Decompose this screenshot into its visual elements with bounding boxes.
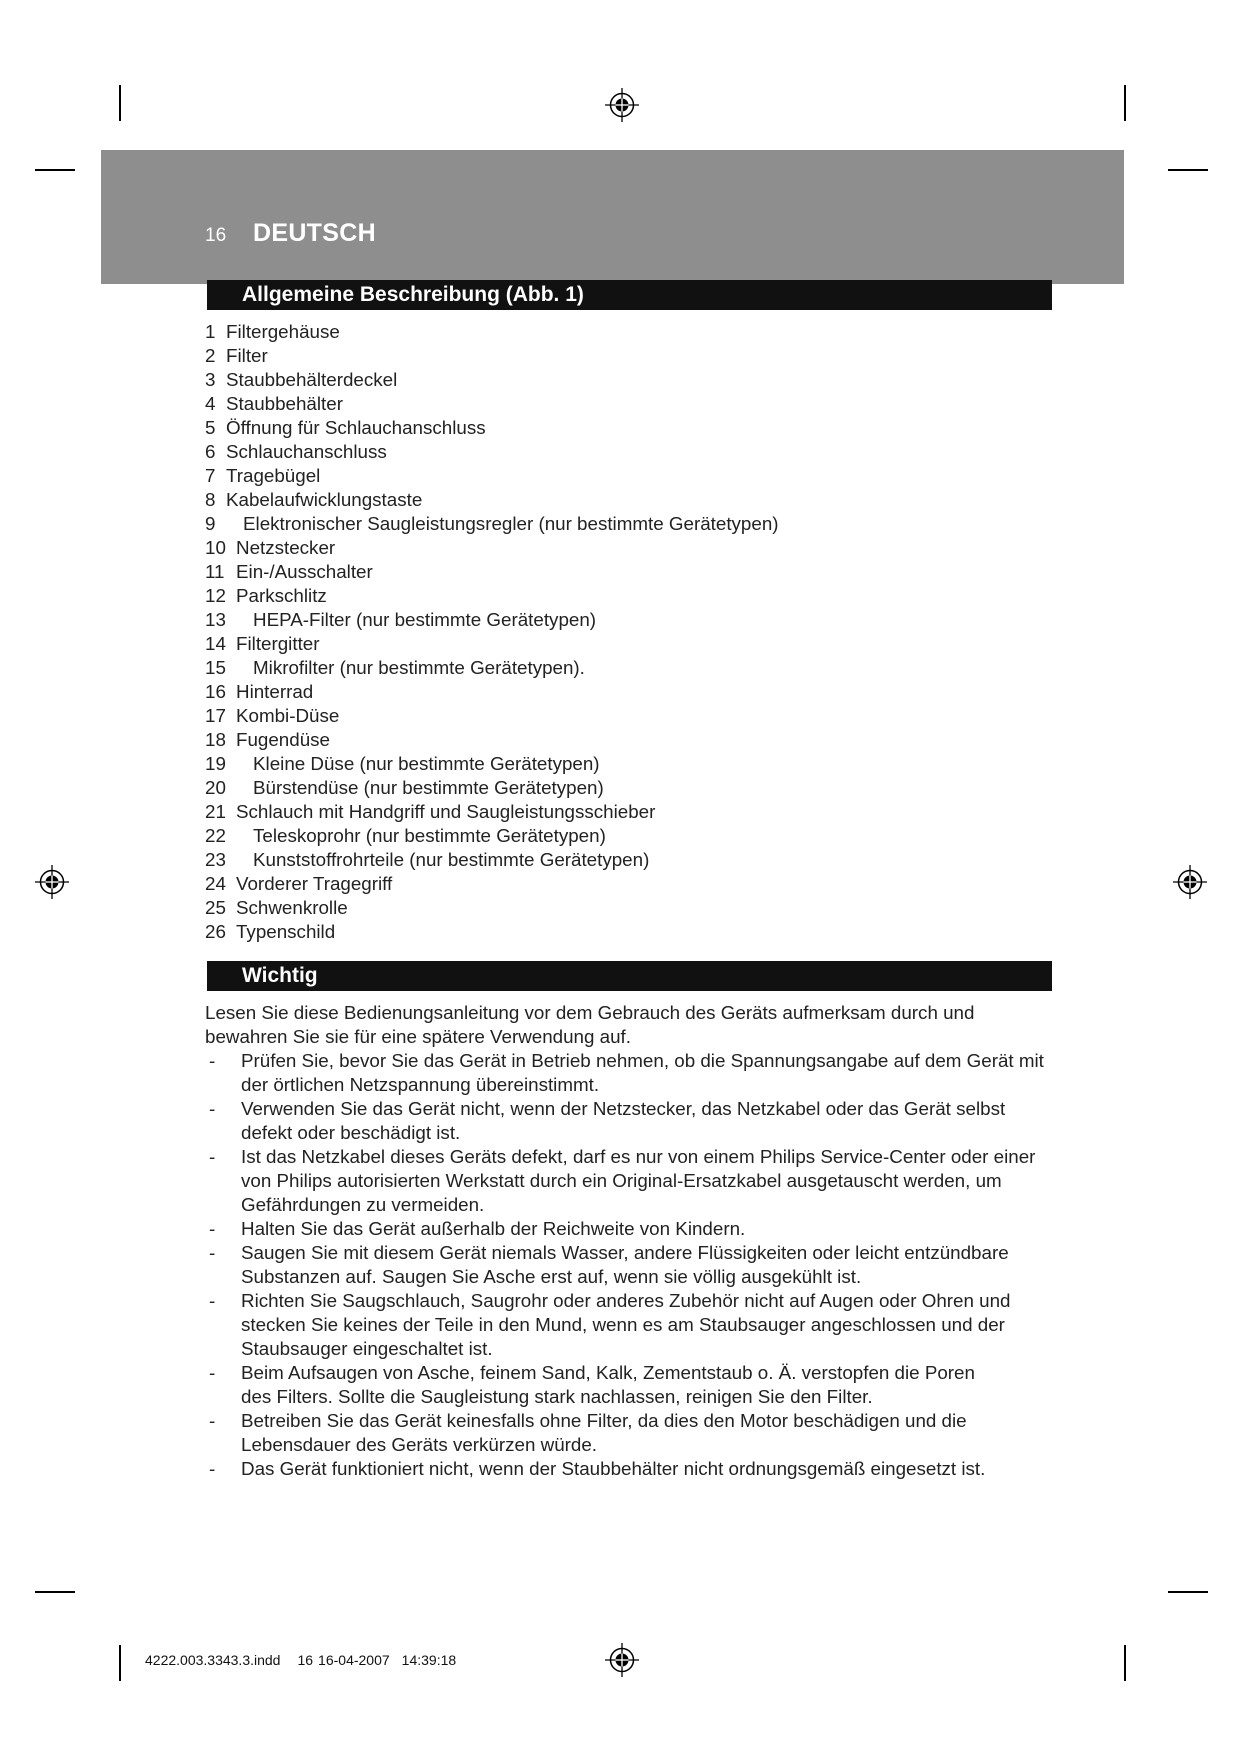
parts-list-item <box>205 560 1052 584</box>
bullet-item <box>205 1217 1052 1241</box>
part-number: 5 <box>205 417 216 438</box>
bullet-line: Ist das Netzkabel dieses Geräts defekt, darf es nur von einem Philips Service-Center oder einer <box>241 1146 1036 1167</box>
bullet-text <box>241 1217 1052 1241</box>
bullet-item <box>205 1457 1052 1481</box>
part-number: 15 <box>205 657 226 678</box>
part-name: Kleine Düse (nur bestimmte Gerätetypen) <box>253 753 600 774</box>
part-name: Vorderer Tragegriff <box>236 873 393 894</box>
bullet-dash: - <box>209 1146 216 1167</box>
bullet-dash: - <box>209 1290 216 1311</box>
parts-list-item <box>205 848 1052 872</box>
part-name: Parkschlitz <box>236 585 327 606</box>
safety-bullet-list <box>205 1049 1052 1481</box>
parts-list-item <box>205 752 1052 776</box>
bullet-dash: - <box>209 1410 216 1431</box>
bullet-text <box>241 1241 1052 1289</box>
parts-list-item <box>205 872 1052 896</box>
part-name: Tragebügel <box>226 465 321 486</box>
bullet-item <box>205 1289 1052 1361</box>
part-number: 7 <box>205 465 216 486</box>
part-number: 18 <box>205 729 226 750</box>
part-name: Hinterrad <box>236 681 314 702</box>
parts-list-item <box>205 320 1052 344</box>
part-name: Typenschild <box>236 921 336 942</box>
bullet-dash: - <box>209 1242 216 1263</box>
part-number: 8 <box>205 489 216 510</box>
part-name: Schlauch mit Handgriff und Saugleistungsschieber <box>236 801 656 822</box>
crop-mark-bottom-right <box>1124 1645 1126 1681</box>
slug-page-number: 16 <box>297 1652 314 1668</box>
bullet-line: des Filters. Sollte die Saugleistung stark nachlassen, reinigen Sie den Filter. <box>241 1386 873 1407</box>
part-number: 10 <box>205 537 226 558</box>
parts-list-item <box>205 704 1052 728</box>
language-title: DEUTSCH <box>253 219 376 247</box>
bullet-text <box>241 1457 1052 1481</box>
slug-date: 16-04-2007 <box>318 1652 390 1668</box>
registration-mark-icon <box>605 88 639 122</box>
part-name: Staubbehälterdeckel <box>226 369 398 390</box>
bullet-line: defekt oder beschädigt ist. <box>241 1122 461 1143</box>
part-name: Schwenkrolle <box>236 897 348 918</box>
parts-list-item <box>205 896 1052 920</box>
part-number: 22 <box>205 825 226 846</box>
part-name: Mikrofilter (nur bestimmte Gerätetypen). <box>253 657 585 678</box>
part-number: 20 <box>205 777 226 798</box>
part-name: Staubbehälter <box>226 393 343 414</box>
crop-mark-left-upper <box>35 169 75 171</box>
parts-list-item <box>205 344 1052 368</box>
part-name: Filtergehäuse <box>226 321 340 342</box>
bullet-dash: - <box>209 1098 216 1119</box>
registration-mark-icon <box>605 1643 639 1677</box>
part-number: 9 <box>205 513 216 534</box>
page-header <box>205 220 376 249</box>
bullet-line: stecken Sie keines der Teile in den Mund, wenn es am Staubsauger angeschlossen und der <box>241 1314 1005 1335</box>
header-band <box>101 150 1124 284</box>
section-heading-important <box>207 961 1052 991</box>
bullet-line: Lebensdauer des Geräts verkürzen würde. <box>241 1434 598 1455</box>
part-number: 25 <box>205 897 226 918</box>
bullet-line: Staubsauger eingeschaltet ist. <box>241 1338 493 1359</box>
important-body <box>205 1001 1052 1481</box>
bullet-line: der örtlichen Netzspannung übereinstimmt. <box>241 1074 600 1095</box>
part-name: Schlauchanschluss <box>226 441 387 462</box>
crop-mark-top-right <box>1124 85 1126 121</box>
bullet-item <box>205 1145 1052 1217</box>
parts-list-item <box>205 440 1052 464</box>
part-number: 26 <box>205 921 226 942</box>
part-number: 12 <box>205 585 226 606</box>
bullet-item <box>205 1361 1052 1409</box>
bullet-item <box>205 1409 1052 1457</box>
bullet-line: Das Gerät funktioniert nicht, wenn der Staubbehälter nicht ordnungsgemäß eingesetzt ist. <box>241 1458 986 1479</box>
parts-list-item <box>205 632 1052 656</box>
bullet-line: Verwenden Sie das Gerät nicht, wenn der Netzstecker, das Netzkabel oder das Gerät selbst <box>241 1098 1006 1119</box>
bullet-line: Betreiben Sie das Gerät keinesfalls ohne Filter, da dies den Motor beschädigen und die <box>241 1410 967 1431</box>
page-number: 16 <box>205 225 227 246</box>
part-number: 2 <box>205 345 216 366</box>
part-name: Teleskoprohr (nur bestimmte Gerätetypen) <box>253 825 606 846</box>
part-number: 11 <box>205 561 225 582</box>
parts-list-item <box>205 920 1052 944</box>
print-slug <box>145 1651 456 1669</box>
part-name: Filter <box>226 345 268 366</box>
bullet-text <box>241 1289 1052 1361</box>
parts-list-item <box>205 392 1052 416</box>
bullet-text <box>241 1361 1052 1409</box>
parts-list-item <box>205 584 1052 608</box>
parts-list-item <box>205 656 1052 680</box>
parts-list-item <box>205 680 1052 704</box>
bullet-dash: - <box>209 1362 216 1383</box>
bullet-text <box>241 1409 1052 1457</box>
part-name: Bürstendüse (nur bestimmte Gerätetypen) <box>253 777 604 798</box>
intro-paragraph <box>205 1001 1052 1049</box>
bullet-line: Richten Sie Saugschlauch, Saugrohr oder anderes Zubehör nicht auf Augen oder Ohren und <box>241 1290 1011 1311</box>
parts-list-item <box>205 368 1052 392</box>
part-name: Kabelaufwicklungstaste <box>226 489 423 510</box>
bullet-item <box>205 1241 1052 1289</box>
part-name: Elektronischer Saugleistungsregler (nur bestimmte Gerätetypen) <box>243 513 779 534</box>
parts-list-item <box>205 512 1052 536</box>
part-number: 14 <box>205 633 226 654</box>
bullet-text <box>241 1049 1052 1097</box>
section-heading-text: Wichtig <box>242 964 318 987</box>
intro-line: Lesen Sie diese Bedienungsanleitung vor dem Gebrauch des Geräts aufmerksam durch und <box>205 1002 975 1023</box>
section-heading-text: Allgemeine Beschreibung (Abb. 1) <box>242 283 584 306</box>
parts-list-item <box>205 464 1052 488</box>
bullet-item <box>205 1097 1052 1145</box>
parts-list-item <box>205 416 1052 440</box>
bullet-line: Substanzen auf. Saugen Sie Asche erst auf, wenn sie völlig ausgekühlt ist. <box>241 1266 862 1287</box>
part-name: Fugendüse <box>236 729 330 750</box>
part-number: 6 <box>205 441 216 462</box>
bullet-item <box>205 1049 1052 1097</box>
part-number: 19 <box>205 753 226 774</box>
part-name: Kunststoffrohrteile (nur bestimmte Gerätetypen) <box>253 849 650 870</box>
crop-mark-right-upper <box>1168 169 1208 171</box>
parts-list-item <box>205 800 1052 824</box>
slug-time: 14:39:18 <box>401 1652 457 1668</box>
bullet-line: Beim Aufsaugen von Asche, feinem Sand, Kalk, Zementstaub o. Ä. verstopfen die Poren <box>241 1362 975 1383</box>
crop-mark-bottom-left <box>119 1645 121 1681</box>
crop-mark-left-lower <box>35 1591 75 1593</box>
crop-mark-right-lower <box>1168 1591 1208 1593</box>
section-heading-description <box>207 280 1052 310</box>
part-name: Filtergitter <box>236 633 320 654</box>
bullet-dash: - <box>209 1218 216 1239</box>
part-number: 13 <box>205 609 226 630</box>
bullet-line: Prüfen Sie, bevor Sie das Gerät in Betrieb nehmen, ob die Spannungsangabe auf dem Gerät mit <box>241 1050 1044 1071</box>
intro-line: bewahren Sie sie für eine spätere Verwendung auf. <box>205 1026 631 1047</box>
parts-list-item <box>205 824 1052 848</box>
part-name: Ein-/Ausschalter <box>236 561 373 582</box>
parts-list-item <box>205 536 1052 560</box>
registration-mark-icon <box>35 865 69 899</box>
part-number: 23 <box>205 849 226 870</box>
parts-list-item <box>205 728 1052 752</box>
part-name: Kombi-Düse <box>236 705 340 726</box>
crop-mark-top-left <box>119 85 121 121</box>
parts-list-item <box>205 488 1052 512</box>
bullet-dash: - <box>209 1458 216 1479</box>
parts-list-item <box>205 776 1052 800</box>
part-number: 16 <box>205 681 226 702</box>
bullet-dash: - <box>209 1050 216 1071</box>
part-name: HEPA-Filter (nur bestimmte Gerätetypen) <box>253 609 597 630</box>
bullet-line: Saugen Sie mit diesem Gerät niemals Wasser, andere Flüssigkeiten oder leicht entzündbare <box>241 1242 1009 1263</box>
bullet-text <box>241 1097 1052 1145</box>
registration-mark-icon <box>1173 865 1207 899</box>
bullet-line: von Philips autorisierten Werkstatt durch ein Original-Ersatzkabel ausgetauscht werden, um <box>241 1170 1002 1191</box>
part-number: 17 <box>205 705 226 726</box>
part-number: 24 <box>205 873 226 894</box>
part-number: 3 <box>205 369 216 390</box>
part-number: 21 <box>205 801 226 822</box>
part-number: 4 <box>205 393 216 414</box>
part-name: Öffnung für Schlauchanschluss <box>226 417 486 438</box>
parts-list-item <box>205 608 1052 632</box>
bullet-line: Gefährdungen zu vermeiden. <box>241 1194 485 1215</box>
part-number: 1 <box>205 321 216 342</box>
part-name: Netzstecker <box>236 537 336 558</box>
bullet-text <box>241 1145 1052 1217</box>
slug-file-name: 4222.003.3343.3.indd <box>145 1652 281 1668</box>
bullet-line: Halten Sie das Gerät außerhalb der Reichweite von Kindern. <box>241 1218 746 1239</box>
parts-list <box>205 320 1052 944</box>
